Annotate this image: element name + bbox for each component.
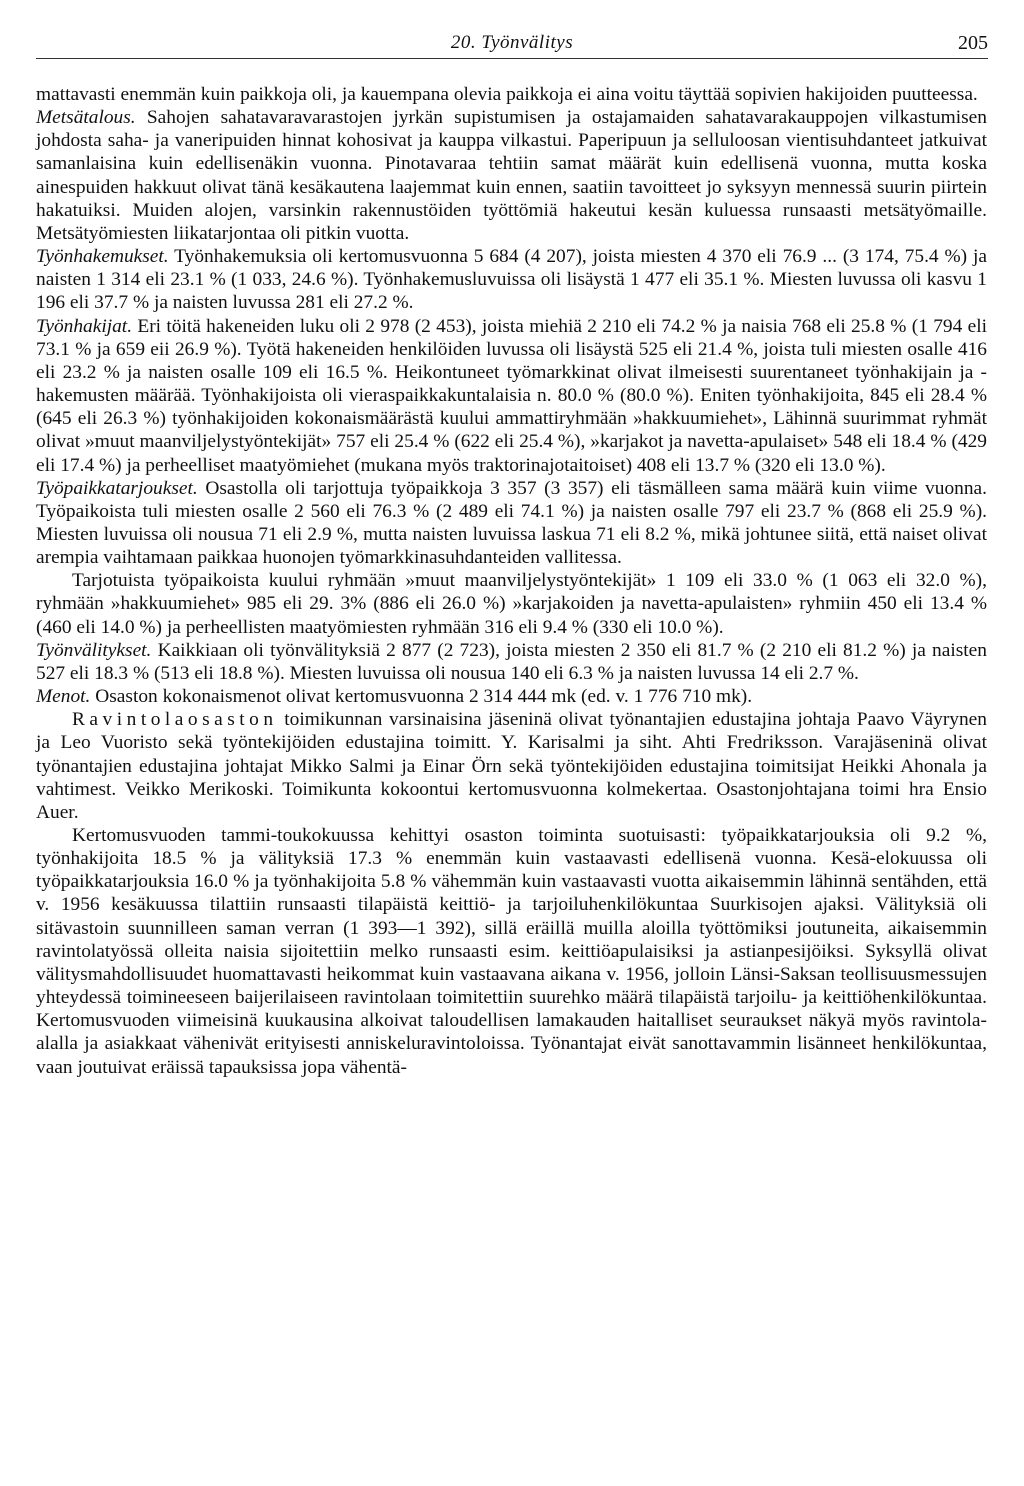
section-lead-spaced: Ravintolaosaston [72, 709, 278, 731]
paragraph-text: Osastolla oli tarjottuja työpaikkoja 3 357 (3 357) eli täsmälleen sama määrä kuin viime vuonna. Työpaikoista tuli miesten osalle 2 560 eli 76.3 % (2 489 eli 74.1 %) ja naisten osalle 797 eli 23.7 % (868 eli 25.9 %). Miesten luvuissa oli nousua 71 eli 2.9 %, mutta naisten luvuissa laskua 71 eli 8.2 %, mikä johtunee siitä, että naiset olivat arempia vaihtamaan paikkaa huonojen työmarkkinasuhdanteiden vallitessa. [36, 477, 987, 569]
paragraph-ravintolaosasto [36, 708, 987, 824]
paragraph-text: Työnhakemuksia oli kertomusvuonna 5 684 (4 207), joista miesten 4 370 eli 76.9 ... (3 174, 75.4 %) ja naisten 1 314 eli 23.1 % (1 033, 24.6 %). Työnhakemusluvuissa oli lisäystä 1 477 eli 35.1 %. Miesten luvussa oli kasvu 1 196 eli 37.7 % ja naisten luvussa 281 eli 27.2 %. [36, 246, 987, 314]
paragraph-continuation [36, 83, 987, 106]
paragraph-tyonvalitykset [36, 639, 987, 685]
paragraph-text: Sahojen sahatavaravarastojen jyrkän supistumisen ja ostajamaiden sahatavarakauppojen vilkastumisen johdosta saha- ja vaneripuiden hinnat kohosivat ja kauppa vilkastui. Paperipuun ja selluloosan vientisuhdanteet jatkuivat samanlaisina kuin edellisenäkin vuonna. Pinotavaraa tehtiin samat määrät kuin edellisenä vuonna, mutta koska ainespuiden hakkuut olivat tänä kesäkautena laajemmat kuin ennen, saatiin tavoitteet jo syksyyn mennessä suurin piirtein hakatuiksi. Muiden alojen, varsinkin rakennustöiden työttömiä hakeutui kesän kuluessa runsaasti metsätyömaille. Metsätyömiesten liikatarjontaa oli pitkin vuotta. [36, 107, 987, 244]
section-lead: Metsätalous. [36, 107, 136, 129]
paragraph-text: Kaikkiaan oli työnvälityksiä 2 877 (2 723), joista miesten 2 350 eli 81.7 % (2 210 eli 81.2 %) ja naisten 527 eli 18.3 % (513 eli 18.8 %). Miesten luvuissa oli nousua 140 eli 6.3 % ja naisten luvussa 14 eli 2.7 %. [36, 639, 987, 684]
section-lead: Työnhakijat. [36, 315, 133, 337]
paragraph-text: Osaston kokonaismenot olivat kertomusvuonna 2 314 444 mk (ed. v. 1 776 710 mk). [90, 686, 753, 708]
body-text [36, 83, 987, 1079]
section-lead: Työnvälitykset. [36, 639, 152, 661]
paragraph-text: mattavasti enemmän kuin paikkoja oli, ja kauempana olevia paikkoja ei aina voitu täyttää sopivien hakijoiden puutteessa. [36, 84, 978, 105]
paragraph-text: Kertomusvuoden tammi-toukokuussa kehittyi osaston toiminta suotuisasti: työpaikkatarjouksia oli 9.2 %, työnhakijoita 18.5 % ja välityksiä 17.3 % enemmän kuin vastaavasti edellisenä vuonna. Kesä-elokuussa oli työpaikkatarjouksia 16.0 % ja työnhakijoita 5.8 % vähemmän kuin vastaavasti vuotta aikaisemmin lähinnä sentähden, että v. 1956 kesäkuussa tilattiin runsaasti tilapäistä keittiö- ja tarjoiluhenkilökuntaa Suurkisojen ajaksi. Välityksiä oli sitävastoin suunnilleen saman verran (1 393—1 392), sillä eräillä muilla aloilla työttömiksi joutuneita, aikaisemmin ravintolatyössä olleita naisia sijoitettiin melko runsaasti esim. keittiöapulaisiksi ja astianpesijöiksi. Syksyllä olivat välitysmahdollisuudet huomattavasti heikommat kuin vastaavana aikana v. 1956, jolloin Länsi-Saksan teollisuusmessujen yhteydessä toimineeseen baijerilaiseen ravintolaan toimitettiin suurehko määrä tilapäistä tarjoilu- ja keittiöhenkilökuntaa. Kertomusvuoden viimeisinä kuukausina alkoivat taloudellisen lamakauden haitalliset seuraukset näkyä myös ravintola-alalla ja asiakkaat vähenivät erityisesti anniskeluravintoloissa. Työnantajat eivät sanottavammin lisänneet henkilökuntaa, vaan joutuivat eräissä tapauksissa jopa vähentä- [36, 825, 987, 1078]
page-number: 205 [958, 32, 988, 54]
paragraph-text: toimikunnan varsinaisina jäseninä olivat työnantajien edustajina johtaja Paavo Väyrynen ja Leo Vuoristo sekä työntekijöiden edustajina toimitt. Y. Karisalmi ja siht. Ahti Fredriksson. Varajäseninä olivat työnantajien edustajina johtajat Mikko Salmi ja Einar Örn sekä työntekijöiden edustajina toimitsijat Heikki Ahonala ja vahtimest. Veikko Merikoski. Toimikunta kokoontui kertomusvuonna kolmekertaa. Osastonjohtajana toimi hra Ensio Auer. [36, 709, 987, 823]
running-head: 20. Työnvälitys [450, 32, 574, 53]
paragraph-tyonhakijat [36, 315, 987, 477]
page-header [36, 18, 988, 54]
header-rule [36, 58, 988, 59]
section-lead: Menot. [36, 686, 91, 708]
paragraph-text: Tarjotuista työpaikoista kuului ryhmään »muut maanviljelystyöntekijät» 1 109 eli 33.0 % (1 063 eli 32.0 %), ryhmään »hakkuumiehet» 985 eli 29. 3% (886 eli 26.0 %) »karjakoiden ja navetta-apulaisten» ryhmiin 450 eli 13.4 % (460 eli 14.0 %) ja perheellisten maatyömiesten ryhmään 316 eli 9.4 % (330 eli 10.0 %). [36, 570, 987, 638]
paragraph-menot [36, 685, 987, 708]
paragraph-kertomusvuoden [36, 824, 987, 1079]
section-lead: Työnhakemukset. [36, 246, 169, 268]
paragraph-tarjotuista [36, 569, 987, 638]
paragraph-tyonhakemukset [36, 245, 987, 314]
paragraph-tyopaikkatarjoukset [36, 477, 987, 570]
paragraph-text: Eri töitä hakeneiden luku oli 2 978 (2 453), joista miehiä 2 210 eli 74.2 % ja naisia 768 eli 25.8 % (1 794 eli 73.1 % ja 659 eii 26.9 %). Työtä hakeneiden henkilöiden luvussa oli lisäystä 525 eli 21.4 %, joista tuli miesten osalle 416 eli 23.2 % ja naisten osalle 109 eli 16.5 %. Heikontuneet työmarkkinat olivat ilmeisesti suurentaneet työnhakijain ja -hakemusten määrää. Työnhakijoista oli vieraspaikkakuntalaisia n. 80.0 % (80.0 %). Eniten työnhakijoita, 845 eli 28.4 % (645 eli 26.3 %) työnhakijoiden kokonaismäärästä kuului ammattiryhmään »hakkuumiehet», Lähinnä suurimmat ryhmät olivat »muut maanviljelystyöntekijät» 757 eli 25.4 % (622 eli 25.4 %), »karjakot ja navetta-apulaiset» 548 eli 18.4 % (429 eli 17.4 %) ja perheelliset maatyömiehet (mukana myös traktorinajotaitoiset) 408 eli 13.7 % (320 eli 13.0 %). [36, 315, 987, 476]
paragraph-metsatalous [36, 106, 987, 245]
section-lead: Työpaikkatarjoukset. [36, 477, 198, 499]
